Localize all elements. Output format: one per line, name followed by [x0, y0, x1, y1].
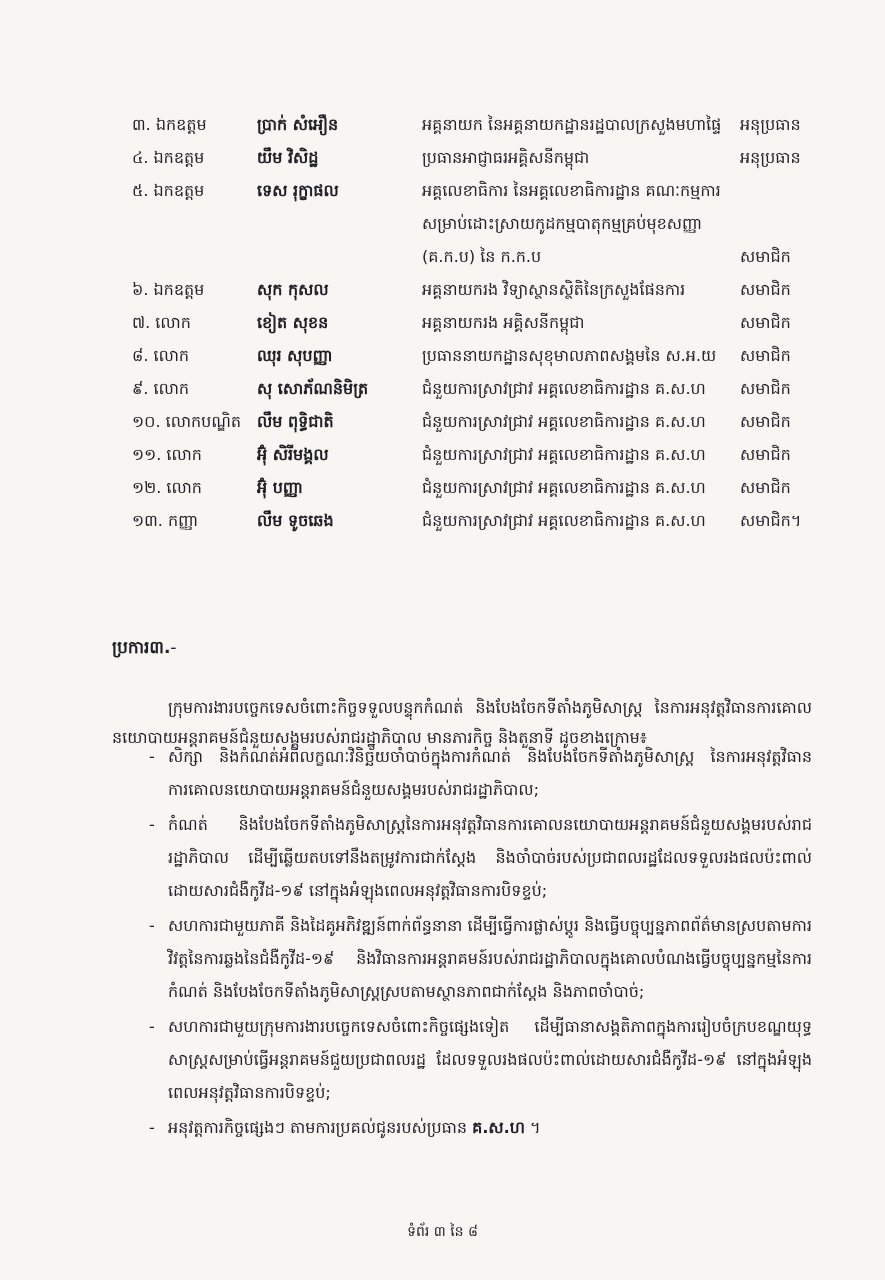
member-name: ឈុរ សុបញ្ញា	[257, 346, 333, 365]
member-row	[132, 141, 832, 174]
duty-text: អនុវត្តការកិច្ចផ្សេងៗ តាមការប្រគល់ជូនរបស់ប្រធាន	[168, 1118, 468, 1137]
bullet-dash: -	[149, 1118, 155, 1137]
member-role: សមាជិក	[740, 247, 791, 266]
member-name: សុក កុសល	[257, 280, 329, 299]
member-name: សុ សោភ័ណនិមិត្រ	[257, 379, 369, 398]
member-rank: ៣. ឯកឧត្តម	[132, 115, 207, 134]
member-role: សមាជិក	[740, 379, 791, 398]
duty-organization: គ.ស.ហ	[472, 1118, 525, 1137]
member-name: អ៊ុំ សិរីមង្គល	[257, 445, 329, 464]
duty-item	[112, 1010, 812, 1109]
duty-item	[112, 909, 812, 1008]
duty-list	[112, 740, 812, 1146]
member-position: អគ្គលេខាធិការ នៃអគ្គលេខាធិការដ្ឋាន គណៈកម្មការសម្រាប់ដោះស្រាយកូដកម្មបាតុកម្មគ្រប់មុខសញ្ញា (គ.ក.ប) នៃ ក.ក.ប	[422, 181, 721, 266]
member-rank: ១០. លោកបណ្ឌិត	[132, 412, 241, 431]
member-role: សមាជិក	[740, 478, 791, 497]
article-intro: ក្រុមការងារបច្ចេកទេសចំពោះកិច្ចទទួលបន្ទុកកំណត់ និងបែងចែកទីតាំងភូមិសាស្ត្រ នៃការអនុវត្តវិធានការគោលនយោបាយអន្តរាគមន៍ជំនួយសង្គមរបស់រាជរដ្ឋាភិបាល មានភារកិច្ច និងតួនាទី ដូចខាងក្រោម៖	[112, 698, 812, 747]
member-position: ជំនួយការស្រាវជ្រាវ អគ្គលេខាធិការដ្ឋាន គ.ស.ហ	[422, 478, 706, 497]
member-position: ជំនួយការស្រាវជ្រាវ អគ្គលេខាធិការដ្ឋាន គ.ស.ហ	[422, 445, 706, 464]
member-name: ប្រាក់ សំអឿន	[257, 115, 339, 134]
member-role: សមាជិក	[740, 280, 791, 299]
member-row	[132, 372, 832, 405]
article-heading-dash: -	[170, 638, 177, 658]
member-role: អនុប្រធាន	[740, 115, 801, 134]
member-rank: ៦. ឯកឧត្តម	[132, 280, 205, 299]
member-rank: ៨. លោក	[132, 346, 190, 365]
duty-item	[112, 740, 812, 806]
member-row	[132, 339, 832, 372]
member-role: សមាជិក	[740, 346, 791, 365]
bullet-dash: -	[149, 747, 155, 766]
article-heading-text: ប្រការ៣.	[112, 638, 171, 658]
duty-item	[112, 808, 812, 907]
article-heading	[112, 633, 177, 663]
member-row	[132, 438, 832, 471]
member-row	[132, 108, 832, 141]
member-position: ជំនួយការស្រាវជ្រាវ អគ្គលេខាធិការដ្ឋាន គ.ស.ហ	[422, 511, 706, 530]
member-row	[132, 405, 832, 438]
duty-item	[112, 1111, 812, 1144]
member-name: អ៊ុំ បញ្ញា	[257, 478, 303, 497]
member-list	[132, 108, 832, 537]
member-row	[132, 273, 832, 306]
member-row	[132, 306, 832, 339]
duty-text: សហការជាមួយក្រុមការងារបច្ចេកទេសចំពោះកិច្ចផ្សេងទៀត ដើម្បីធានាសង្គតិភាពក្នុងការរៀបចំក្របខណ្ឌយុទ្ធសាស្ត្រសម្រាប់ធ្វើអន្តរាគមន៍ជួយប្រជាពលរដ្ឋ ដែលទទួលរងផលប៉ះពាល់ដោយសារជំងឺកូវីដ-១៩ នៅក្នុងអំឡុងពេលអនុវត្តវិធានការបិទខ្ទប់;	[168, 1017, 812, 1102]
page-number: ទំព័រ ៣ នៃ ៨	[407, 1224, 478, 1240]
duty-text: សិក្សា និងកំណត់អំពីលក្ខណៈវិនិច្ឆ័យចាំបាច់ក្នុងការកំណត់ និងបែងចែកទីតាំងភូមិសាស្ត្រ នៃការអនុវត្តវិធានការគោលនយោបាយអន្តរាគមន៍ជំនួយសង្គមរបស់រាជរដ្ឋាភិបាល;	[168, 747, 812, 799]
member-rank: ១៣. កញ្ញា	[132, 511, 199, 530]
member-rank: ៥. ឯកឧត្តម	[132, 181, 205, 200]
member-name: លឹម ពុទ្ធិជាតិ	[257, 412, 334, 431]
member-role: សមាជិក។	[740, 511, 802, 530]
member-rank: ៩. លោក	[132, 379, 190, 398]
member-rank: ៧. លោក	[132, 313, 191, 332]
member-position: ជំនួយការស្រាវជ្រាវ អគ្គលេខាធិការដ្ឋាន គ.ស.ហ	[422, 412, 706, 431]
duty-text: កំណត់ និងបែងចែកទីតាំងភូមិសាស្ត្រនៃការអនុវត្តវិធានការគោលនយោបាយអន្តរាគមន៍ជំនួយសង្គមរបស់រាជរដ្ឋាភិបាល ដើម្បីឆ្លើយតបទៅនឹងតម្រូវការជាក់ស្តែង និងចាំបាច់របស់ប្រជាពលរដ្ឋដែលទទួលរងផលប៉ះពាល់ដោយសារជំងឺកូវីដ-១៩ នៅក្នុងអំឡុងពេលអនុវត្តវិធានការបិទខ្ទប់;	[168, 815, 812, 900]
member-role: សមាជិក	[740, 313, 791, 332]
member-name: ខៀត សុខន	[257, 313, 329, 332]
member-position: ប្រធានអាជ្ញាធរអគ្គិសនីកម្ពុជា	[422, 148, 590, 167]
member-position: ប្រធាននាយកដ្ឋានសុខុមាលភាពសង្គមនៃ ស.អ.យ	[422, 346, 717, 365]
member-row	[132, 174, 832, 273]
member-name: ទេស រុក្ខាផល	[257, 181, 339, 200]
duty-end: ។	[524, 1118, 541, 1137]
bullet-dash: -	[149, 815, 155, 834]
member-row	[132, 471, 832, 504]
bullet-dash: -	[149, 1017, 155, 1036]
member-row	[132, 504, 832, 537]
member-name: យឹម វិសិដ្ឋ	[257, 148, 319, 167]
duty-text: សហការជាមួយភាគី និងដៃគូអភិវឌ្ឍន៍ពាក់ព័ន្ធនានា ដើម្បីធ្វើការផ្លាស់ប្តូរ និងធ្វើបច្ចុប្បន្នភាពព័ត៌មានស្របតាមការវិវត្តនៃការឆ្លងនៃជំងឺកូវីដ-១៩ និងវិធានការអន្តរាគមន៍របស់រាជរដ្ឋាភិបាលក្នុងគោលបំណងធ្វើបច្ចុប្បន្នកម្មនៃការកំណត់ និងបែងចែកទីតាំងភូមិសាស្ត្រស្របតាមស្ថានភាពជាក់ស្តែង និងភាពចាំបាច់;	[168, 916, 812, 1001]
member-rank: ១២. លោក	[132, 478, 202, 497]
member-position: ជំនួយការស្រាវជ្រាវ អគ្គលេខាធិការដ្ឋាន គ.ស.ហ	[422, 379, 706, 398]
member-position: អគ្គនាយករង វិទ្យាស្ថានស្ថិតិនៃក្រសួងផែនការ	[422, 280, 686, 299]
member-rank: ៤. ឯកឧត្តម	[132, 148, 205, 167]
bullet-dash: -	[149, 916, 155, 935]
member-role: សមាជិក	[740, 412, 791, 431]
member-position: អគ្គនាយករង អគ្គិសនីកម្ពុជា	[422, 313, 585, 332]
member-role: សមាជិក	[740, 445, 791, 464]
member-name: លឹម ទូចឆេង	[257, 511, 334, 530]
member-position: អគ្គនាយក នៃអគ្គនាយកដ្ឋានរដ្ឋបាលក្រសួងមហាផ្ទៃ	[422, 115, 722, 134]
member-role: អនុប្រធាន	[740, 148, 801, 167]
member-rank: ១១. លោក	[132, 445, 202, 464]
